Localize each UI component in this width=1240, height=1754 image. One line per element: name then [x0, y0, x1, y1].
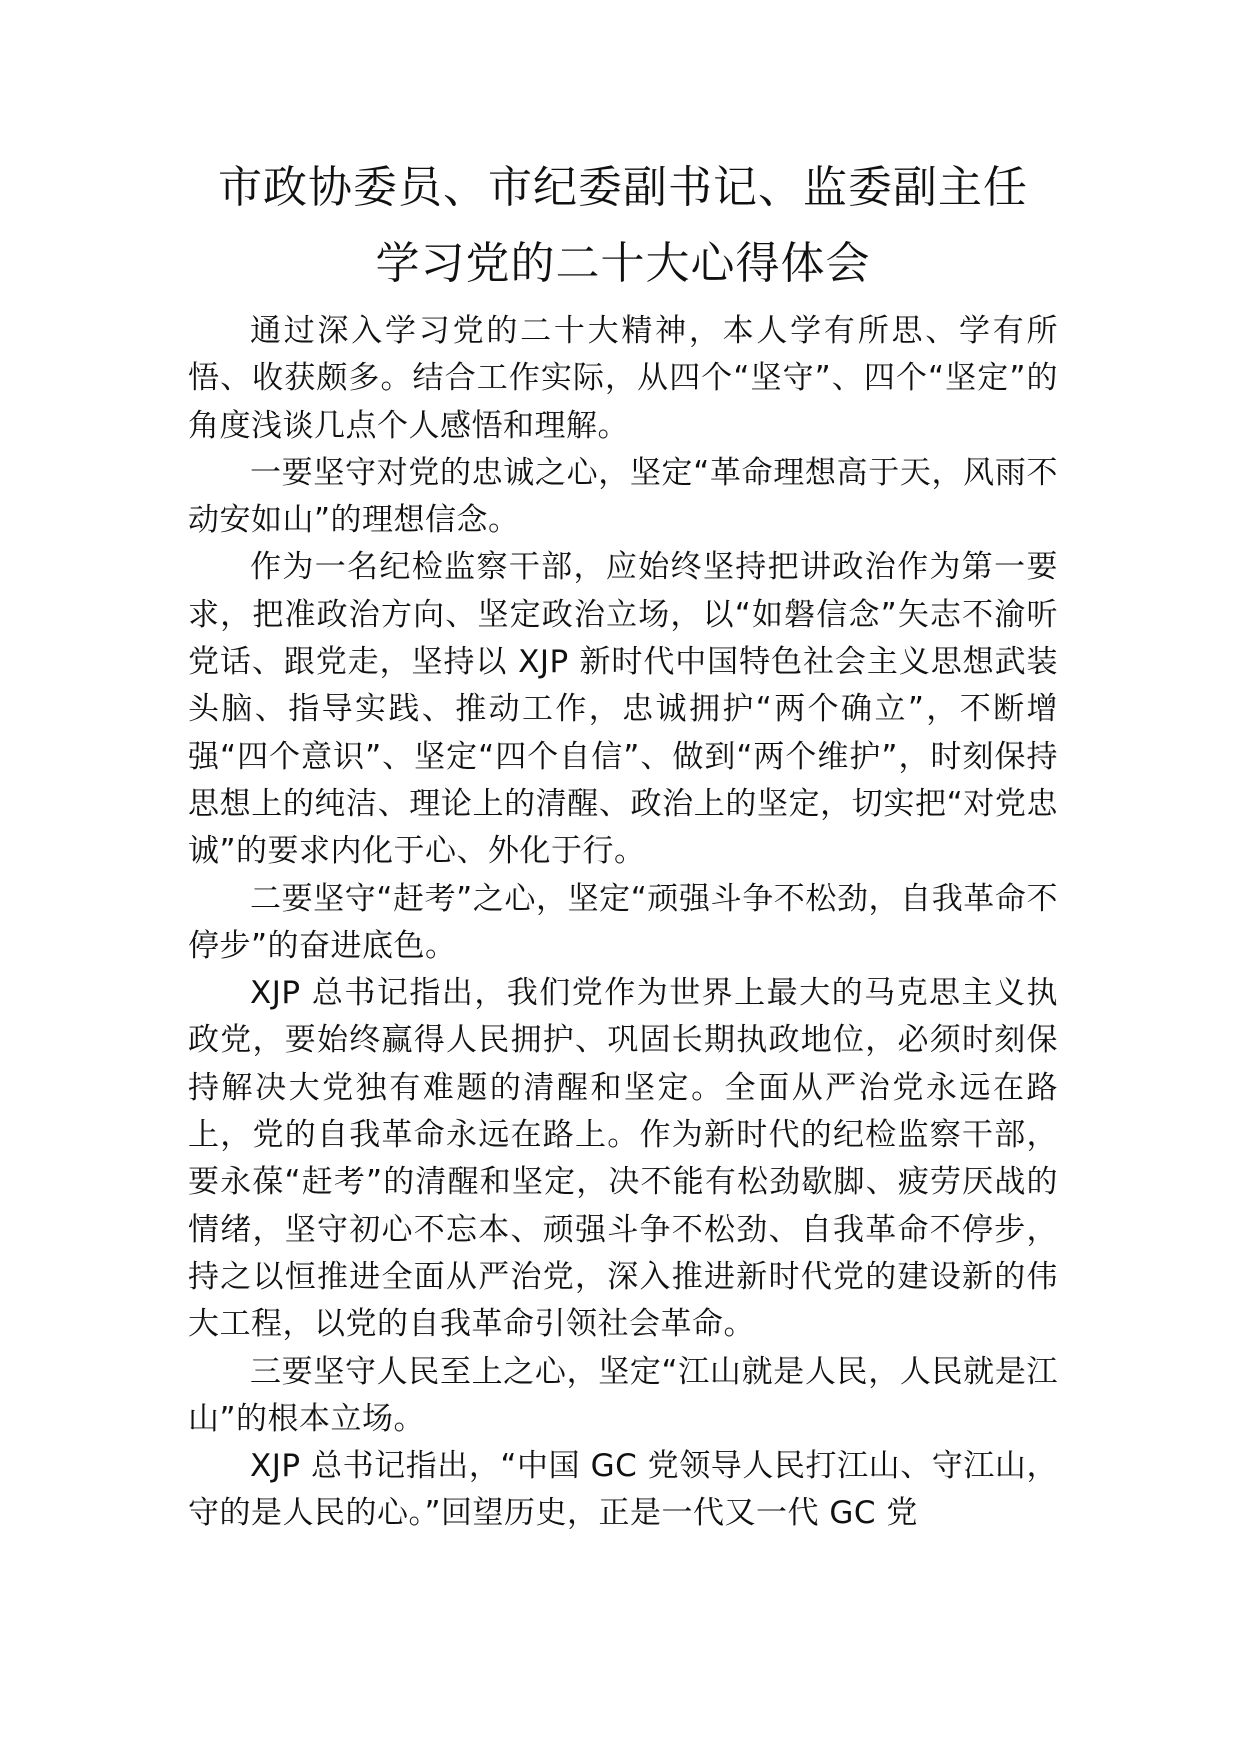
- document-title: [188, 150, 1058, 302]
- paragraph-section-1: 作为一名纪检监察干部，应始终坚持把讲政治作为第一要求，把准政治方向、坚定政治立场，以“如磐信念”矢志不渝听党话、跟党走，坚持以 XJP 新时代中国特色社会主义思想武装头脑、指导实践、推动工作，忠诚拥护“两个确立”，不断增强“四个意识”、坚定“四个自信”、做到“两个维护”，时刻保持思想上的纯洁、理论上的清醒、政治上的坚定，切实把“对党忠诚”的要求内化于心、外化于行。: [188, 549, 1058, 870]
- paragraph-section-3: XJP 总书记指出，“中国 GC 党领导人民打江山、守江山，守的是人民的心。”回望历史，正是一代又一代 GC 党: [188, 1448, 1058, 1532]
- section-heading-1: 一要坚守对党的忠诚之心，坚定“革命理想高于天，风雨不动安如山”的理想信念。: [188, 454, 1058, 539]
- title-line-1: 市政协委员、市纪委副书记、监委副主任: [218, 162, 1028, 213]
- section-heading-3: 三要坚守人民至上之心，坚定“江山就是人民，人民就是江山”的根本立场。: [188, 1353, 1058, 1437]
- document-content: [188, 150, 1058, 1538]
- title-line-2: 学习党的二十大心得体会: [375, 238, 871, 289]
- paragraph-intro: 通过深入学习党的二十大精神，本人学有所思、学有所悟、收获颇多。结合工作实际，从四个“坚守”、四个“坚定”的角度浅谈几点个人感悟和理解。: [188, 313, 1058, 444]
- paragraph-section-2: XJP 总书记指出，我们党作为世界上最大的马克思主义执政党，要始终赢得人民拥护、巩固长期执政地位，必须时刻保持解决大党独有难题的清醒和坚定。全面从严治党永远在路上，党的自我革命永远在路上。作为新时代的纪检监察干部，要永葆“赶考”的清醒和坚定，决不能有松劲歇脚、疲劳厌战的情绪，坚守初心不忘本、顽强斗争不松劲、自我革命不停步，持之以恒推进全面从严治党，深入推进新时代党的建设新的伟大工程，以党的自我革命引领社会革命。: [188, 975, 1058, 1343]
- document-body: [188, 308, 1058, 1538]
- section-heading-2: 二要坚守“赶考”之心，坚定“顽强斗争不松劲，自我革命不停步”的奋进底色。: [188, 880, 1058, 964]
